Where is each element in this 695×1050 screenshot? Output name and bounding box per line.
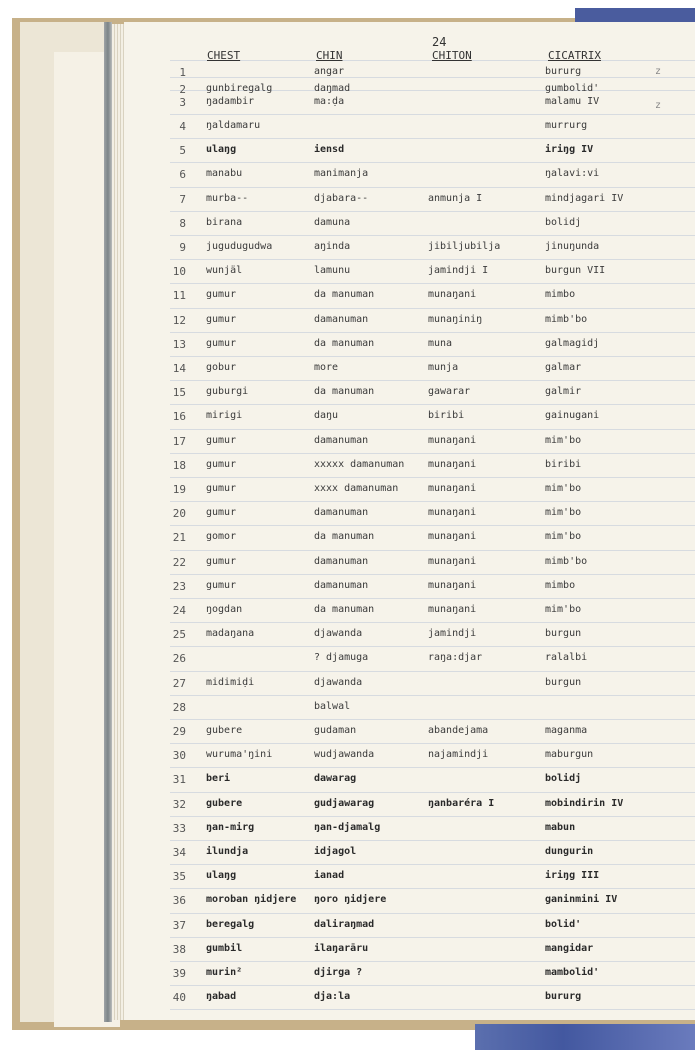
chin-cell: manimanja (314, 168, 369, 180)
chin-cell: xxxxx damanuman (314, 458, 405, 470)
ruled-line (170, 743, 695, 744)
chin-cell: damanuman (314, 507, 369, 519)
header-chest: CHEST (207, 49, 241, 62)
row-number: 10 (172, 265, 186, 279)
cicatrix-cell: mim'bo (545, 604, 582, 615)
chin-cell: ma:ḍa (314, 96, 345, 107)
chest-cell: manabu (206, 168, 243, 180)
chin-cell: damanuman (314, 434, 369, 446)
chiton-cell: anmunja I (428, 192, 483, 204)
row-number: 26 (172, 652, 186, 666)
cicatrix-cell: jinuŋunda (545, 241, 600, 252)
chin-cell: ? djamuga (314, 652, 369, 664)
chiton-cell: jamindji I (428, 265, 489, 277)
chin-cell: gudaman (314, 725, 357, 736)
row-number: 39 (172, 967, 186, 980)
ruled-line (170, 888, 695, 889)
cicatrix-cell: burgun (545, 676, 582, 688)
cicatrix-cell: murrurg (545, 120, 588, 131)
chest-cell: mirigi (206, 410, 243, 422)
chest-cell: gumur (206, 337, 237, 349)
chest-cell: gumur (206, 289, 237, 301)
ruled-line (170, 840, 695, 841)
ruled-line (170, 332, 695, 333)
chiton-cell: munaŋani (428, 531, 477, 543)
cicatrix-cell: mim'bo (545, 434, 582, 446)
cicatrix-cell: galmar (545, 362, 582, 373)
chest-cell: ilundja (206, 846, 249, 857)
cicatrix-cell: galmir (545, 386, 582, 398)
row-number: 23 (172, 579, 186, 593)
chiton-cell: munja (428, 362, 459, 373)
row-number: 22 (172, 555, 186, 569)
row-number: 3 (179, 96, 186, 109)
chest-cell: ŋaldamaru (206, 120, 261, 131)
chin-cell: ilaŋarāru (314, 942, 369, 954)
row-number: 8 (179, 216, 186, 230)
cicatrix-cell: gainugani (545, 410, 600, 422)
chin-cell: da manuman (314, 386, 375, 398)
blue-cloth-bottom (475, 1024, 695, 1050)
chin-cell: da manuman (314, 289, 375, 301)
chest-cell: beregalg (206, 918, 255, 930)
row-number: 16 (172, 410, 186, 424)
chin-cell: dja:la (314, 991, 351, 1003)
row-number: 31 (172, 773, 186, 787)
row-number: 14 (172, 362, 186, 375)
row-number: 4 (179, 120, 186, 133)
ruled-line (170, 719, 695, 720)
chest-cell: ŋogdan (206, 604, 243, 615)
chest-cell: beri (206, 773, 231, 785)
chest-cell: gomor (206, 531, 237, 543)
chin-cell: damanuman (314, 555, 369, 567)
row-number: 33 (172, 821, 186, 835)
chest-cell: madaŋana (206, 628, 255, 640)
cicatrix-cell: malamu IV (545, 96, 600, 107)
cicatrix-cell: mimbo (545, 579, 576, 591)
row-number: 29 (172, 725, 186, 738)
row-number: 21 (172, 531, 186, 545)
ruled-line (170, 646, 695, 647)
chiton-cell: munaŋani (428, 483, 477, 494)
ruled-line (170, 913, 695, 914)
chiton-cell: munaŋani (428, 289, 477, 301)
ruled-line (170, 574, 695, 575)
chest-cell: ŋadambir (206, 96, 255, 107)
ruled-line (170, 695, 695, 696)
chiton-cell: najamindji (428, 749, 489, 761)
ruled-line (170, 598, 695, 599)
chin-cell: damuna (314, 216, 351, 228)
header-cicatrix: CICATRIX (548, 49, 601, 62)
cicatrix-cell: mangidar (545, 942, 594, 954)
ruled-line (170, 259, 695, 260)
chin-cell: daliraŋmad (314, 918, 375, 930)
cicatrix-cell: burgun VII (545, 265, 606, 277)
row-number: 19 (172, 483, 186, 496)
row-number: 34 (172, 846, 186, 859)
chiton-cell: munaŋiniŋ (428, 313, 483, 325)
cicatrix-cell: maburgun (545, 749, 594, 761)
cicatrix-cell: biribi (545, 458, 582, 470)
chin-cell: djirga ? (314, 967, 363, 978)
ruled-line (170, 622, 695, 623)
chest-cell: murin² (206, 967, 243, 978)
ruled-line (170, 162, 695, 163)
binding-spine (104, 22, 112, 1022)
cicatrix-cell: mabun (545, 821, 576, 833)
chin-cell: djawanda (314, 628, 363, 640)
ruled-line (170, 187, 695, 188)
cicatrix-cell: bururg (545, 66, 582, 77)
chest-cell: wunjäl (206, 265, 243, 277)
ruled-line (170, 1009, 695, 1010)
ruled-line (170, 404, 695, 405)
chest-cell: birana (206, 216, 243, 228)
row-number: 5 (179, 144, 186, 158)
cicatrix-cell: gumbolid' (545, 83, 600, 94)
chest-cell: gubere (206, 725, 243, 736)
chiton-cell: jibiljubilja (428, 241, 501, 252)
ruled-line (170, 792, 695, 793)
row-number: 1 (179, 66, 186, 79)
chest-cell: gumbil (206, 942, 243, 954)
ruled-line (170, 961, 695, 962)
chin-cell: more (314, 362, 339, 373)
ruled-line (170, 501, 695, 502)
ruled-line (170, 767, 695, 768)
chin-cell: daŋmad (314, 83, 351, 94)
chin-cell: balwal (314, 700, 351, 712)
cicatrix-cell: mim'bo (545, 507, 582, 519)
cicatrix-cell: ŋalavi:vi (545, 168, 600, 180)
chiton-cell: jamindji (428, 628, 477, 640)
row-number: 28 (172, 700, 186, 714)
row-number: 36 (172, 894, 186, 908)
cicatrix-cell: mambolid' (545, 967, 600, 978)
row-number: 20 (172, 507, 186, 521)
cicatrix-cell: mim'bo (545, 531, 582, 543)
chiton-cell: munaŋani (428, 555, 477, 567)
chiton-cell: biribi (428, 410, 465, 422)
ruled-line (170, 864, 695, 865)
chiton-cell: munaŋani (428, 458, 477, 470)
page-number: 24 (432, 35, 447, 49)
cicatrix-cell: dungurin (545, 846, 594, 857)
ruled-line (170, 77, 695, 78)
cicatrix-cell: galmagidj (545, 337, 600, 349)
chest-cell: ulaŋg (206, 870, 237, 882)
chiton-cell: munaŋani (428, 434, 477, 446)
ruled-line (170, 283, 695, 284)
row-number: 25 (172, 628, 186, 642)
row-number: 27 (172, 676, 186, 690)
cicatrix-cell: mim'bo (545, 483, 582, 494)
row-number: 17 (172, 434, 186, 448)
chin-cell: damanuman (314, 313, 369, 325)
chest-cell: gubere (206, 797, 243, 809)
cicatrix-cell: iriŋg III (545, 870, 600, 882)
row-number: 12 (172, 313, 186, 327)
ruled-line (170, 525, 695, 526)
chest-cell: gumur (206, 458, 237, 470)
chin-cell: gudjawarag (314, 797, 375, 809)
row-number: 15 (172, 386, 186, 400)
cicatrix-cell: mobindirin IV (545, 797, 624, 809)
chiton-cell: raŋa:djar (428, 652, 483, 664)
chin-cell: angar (314, 66, 345, 77)
chest-cell: moroban ŋidjere (206, 894, 297, 906)
cicatrix-cell: bururg (545, 991, 582, 1003)
chin-cell: aŋinda (314, 241, 351, 252)
chin-cell: wudjawanda (314, 749, 375, 761)
chin-cell: daŋu (314, 410, 339, 422)
chin-cell: djawanda (314, 676, 363, 688)
chest-cell: gumur (206, 483, 237, 494)
ruled-line (170, 235, 695, 236)
row-number: 11 (172, 289, 186, 303)
row-number: 35 (172, 870, 186, 884)
cicatrix-cell: ralalbi (545, 652, 588, 664)
chin-cell: ŋoro ŋidjere (314, 894, 387, 906)
chest-cell: gumur (206, 507, 237, 519)
row-number: 7 (179, 192, 186, 206)
chiton-cell: munaŋani (428, 604, 477, 615)
margin-mark: z (655, 100, 662, 111)
chiton-cell: ŋanbaréra I (428, 797, 495, 809)
cicatrix-cell: mimbo (545, 289, 576, 301)
cicatrix-cell: mimb'bo (545, 555, 588, 567)
row-number: 6 (179, 168, 186, 182)
row-number: 2 (179, 83, 186, 96)
row-number: 18 (172, 458, 186, 472)
row-number: 40 (172, 991, 186, 1005)
row-number: 13 (172, 337, 186, 351)
chest-cell: gobur (206, 362, 237, 373)
cicatrix-cell: burgun (545, 628, 582, 640)
chest-cell: murba-- (206, 192, 249, 204)
margin-mark: z (655, 66, 662, 77)
chest-cell: ŋabad (206, 991, 237, 1003)
ruled-line (170, 453, 695, 454)
chiton-cell: muna (428, 337, 453, 349)
ruled-line (170, 356, 695, 357)
cicatrix-cell: mimb'bo (545, 313, 588, 325)
chest-cell: wuruma'ŋini (206, 749, 273, 761)
cicatrix-cell: bolid' (545, 918, 582, 930)
ruled-line (170, 429, 695, 430)
ruled-line (170, 211, 695, 212)
chest-cell: gumur (206, 579, 237, 591)
ruled-line (170, 138, 695, 139)
row-number: 9 (179, 241, 186, 254)
chest-cell: midimiḍi (206, 676, 255, 688)
chiton-cell: munaŋani (428, 507, 477, 519)
chest-cell: gumur (206, 434, 237, 446)
chiton-cell: gawarar (428, 386, 471, 398)
header-chin: CHIN (316, 49, 343, 62)
ruled-line (170, 114, 695, 115)
row-number: 37 (172, 918, 186, 932)
ruled-line (170, 308, 695, 309)
chest-cell: jugudugudwa (206, 241, 273, 252)
chin-cell: dawarag (314, 773, 357, 785)
cicatrix-cell: maganma (545, 725, 588, 736)
ruled-line (170, 937, 695, 938)
row-number: 30 (172, 749, 186, 763)
chiton-cell: munaŋani (428, 579, 477, 591)
chin-cell: lamunu (314, 265, 351, 277)
left-card (20, 22, 111, 1022)
chest-cell: ŋan-mirg (206, 821, 255, 833)
ruled-line (170, 816, 695, 817)
ruled-line (170, 671, 695, 672)
chin-cell: da manuman (314, 531, 375, 543)
chest-cell: gumur (206, 313, 237, 325)
row-number: 32 (172, 797, 186, 811)
chest-cell: gumur (206, 555, 237, 567)
cicatrix-cell: bolidj (545, 216, 582, 228)
chin-cell: ŋan-djamalg (314, 821, 381, 833)
header-chiton: CHITON (432, 49, 472, 62)
cicatrix-cell: mindjagari IV (545, 192, 624, 204)
chin-cell: djabara-- (314, 192, 369, 204)
chest-cell: ulaŋg (206, 144, 237, 156)
chin-cell: xxxx damanuman (314, 483, 399, 494)
ruled-line (170, 985, 695, 986)
ruled-line (170, 380, 695, 381)
chin-cell: da manuman (314, 604, 375, 615)
chest-cell: gunbiregalg (206, 83, 273, 94)
chiton-cell: abandejama (428, 725, 489, 736)
chin-cell: da manuman (314, 337, 375, 349)
chin-cell: iensd (314, 144, 345, 156)
cicatrix-cell: ganinmini IV (545, 894, 618, 906)
chin-cell: idjagol (314, 846, 357, 857)
ruled-line (170, 477, 695, 478)
ruled-line (170, 550, 695, 551)
cicatrix-cell: bolidj (545, 773, 582, 785)
chin-cell: ianad (314, 870, 345, 882)
row-number: 38 (172, 942, 186, 956)
chest-cell: guburgi (206, 386, 249, 398)
row-number: 24 (172, 604, 186, 617)
cicatrix-cell: iriŋg IV (545, 144, 594, 156)
chin-cell: damanuman (314, 579, 369, 591)
